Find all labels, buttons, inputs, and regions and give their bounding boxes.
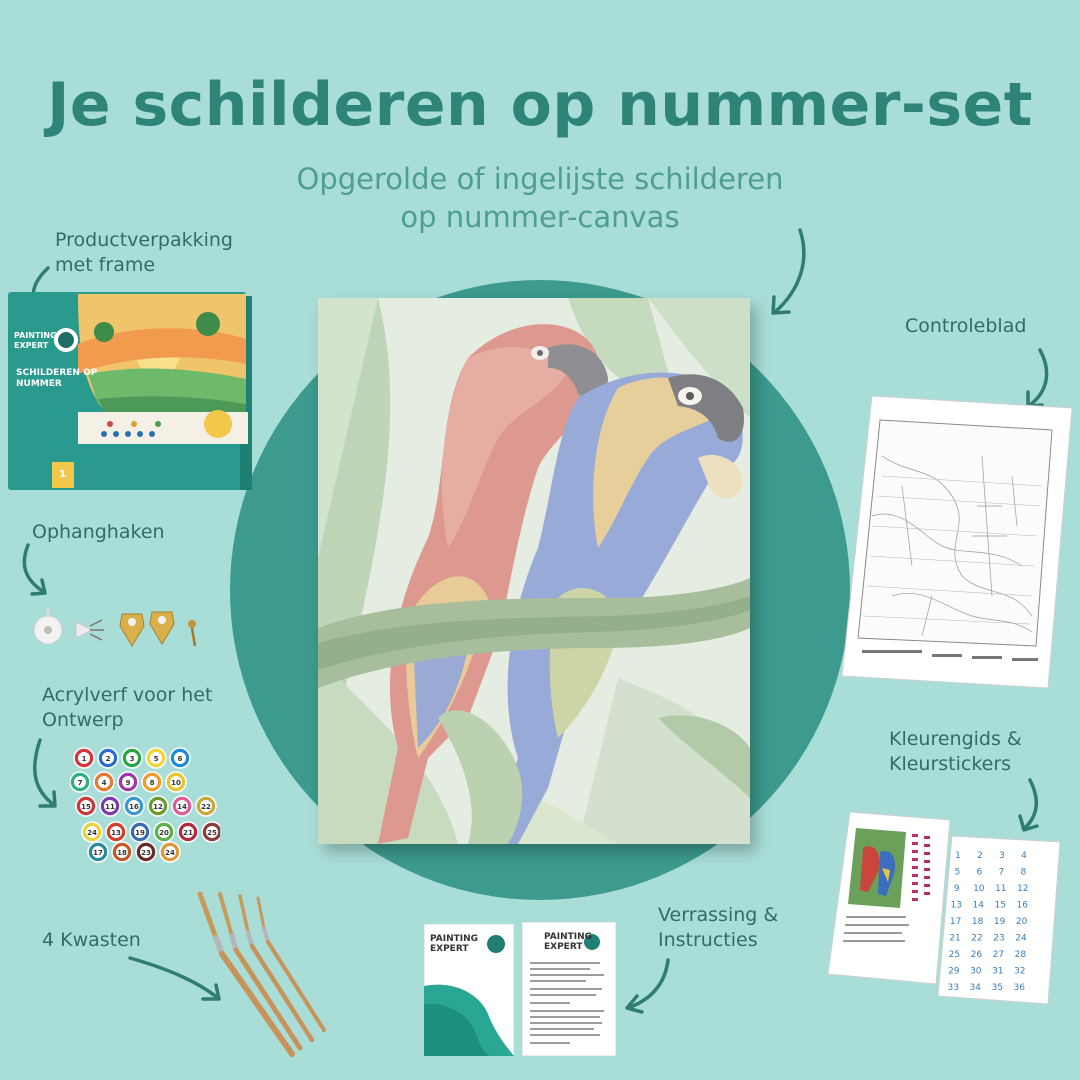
paint-pot-number: 24 [165, 849, 175, 857]
sticker-number: 10 [973, 884, 985, 894]
surprise-card-brand [430, 934, 478, 954]
sticker-number: 15 [994, 900, 1006, 911]
box-brand-line-1: PAINTING [14, 331, 57, 340]
sticker-number: 26 [970, 950, 983, 960]
paint-pot-number: 7 [77, 779, 83, 787]
sticker-number: 19 [993, 917, 1006, 927]
sticker-number: 33 [947, 983, 959, 993]
sticker-number: 34 [969, 983, 981, 993]
paint-pot [118, 772, 138, 792]
paint-pot-number: 25 [207, 829, 217, 837]
screw-icon [188, 620, 196, 646]
arrow-paint-icon [35, 740, 55, 806]
paint-pot-number: 18 [117, 849, 127, 857]
instructions-card-brand [544, 932, 592, 952]
sticker-number: 18 [971, 917, 984, 927]
sticker-number: 4 [1021, 851, 1027, 861]
sticker-number: 31 [992, 966, 1004, 977]
paint-pot-number: 5 [153, 755, 159, 763]
paint-pot [136, 842, 156, 862]
paint-pot-number: 21 [183, 829, 193, 837]
sticker-number: 29 [948, 966, 960, 977]
sticker-number: 7 [998, 867, 1005, 878]
paint-pot [130, 822, 150, 842]
sticker-number: 25 [948, 950, 961, 960]
sticker-number: 28 [1014, 950, 1027, 960]
page-title: Je schilderen op nummer-set [47, 70, 1033, 140]
instructions-card-brand-line-1: PAINTING [544, 932, 593, 942]
surprise-card-brand-line-1: PAINTING [430, 934, 479, 944]
sticker-number: 24 [1015, 933, 1027, 944]
arrow-surprise-icon [627, 960, 668, 1012]
hook-nails-icon [76, 620, 104, 640]
paint-pot [154, 822, 174, 842]
sticker-number: 12 [1017, 884, 1029, 894]
sticker-number: 1 [955, 851, 961, 861]
subtitle-line-1: Opgerolde of ingelijste schilderen [296, 162, 784, 196]
instructions-card-brand-line-2: EXPERT [544, 942, 583, 952]
paint-pot [148, 796, 168, 816]
paint-pot [100, 796, 120, 816]
paint-pot [112, 842, 132, 862]
label-surprise-line-1: Verrassing & [658, 904, 779, 926]
paint-pot-number: 1 [81, 755, 87, 763]
arrow-canvas-icon [773, 230, 804, 313]
box-count: 1 [59, 469, 66, 480]
paint-pot-number: 22 [201, 803, 211, 811]
subtitle-line-2: op nummer-canvas [400, 200, 680, 234]
paint-pot [124, 796, 144, 816]
paint-pot [166, 772, 186, 792]
paint-pot [98, 748, 118, 768]
paint-pot [122, 748, 142, 768]
paint-pot [172, 796, 192, 816]
box-brand-line-2: EXPERT [14, 341, 49, 350]
sticker-number: 21 [949, 933, 961, 944]
paint-pot [178, 822, 198, 842]
label-paint-line-2: Ontwerp [42, 709, 124, 731]
color-guide-sheet [828, 812, 950, 984]
paint-pot [170, 748, 190, 768]
box-brand [14, 331, 57, 351]
paint-pots [70, 744, 220, 868]
paint-pot-number: 19 [135, 829, 145, 837]
paint-pot-number: 3 [129, 755, 135, 763]
paint-pot-number: 15 [81, 803, 91, 811]
paint-pot-number: 11 [105, 803, 115, 811]
label-hooks: Ophanghaken [32, 521, 165, 543]
hanging-hooks [32, 606, 222, 652]
hook-sawtooth-2-icon [150, 612, 174, 644]
arrow-hooks-icon [24, 545, 45, 594]
paint-pot-number: 23 [141, 849, 151, 857]
paint-pot [94, 772, 114, 792]
label-surprise-line-2: Instructies [658, 929, 758, 951]
sticker-number: 8 [1020, 867, 1027, 878]
sticker-number: 22 [971, 933, 983, 944]
paint-pot-number: 2 [105, 755, 111, 763]
sticker-number: 36 [1013, 983, 1025, 993]
surprise-card [424, 924, 514, 1056]
paint-pot [160, 842, 180, 862]
control-sheet [842, 396, 1072, 688]
box-heading-line-2: NUMMER [16, 379, 62, 389]
paint-pot [202, 822, 220, 842]
paint-pot-number: 16 [129, 803, 139, 811]
sticker-number: 14 [972, 900, 984, 911]
label-packaging-line-2: met frame [55, 254, 156, 276]
surprise-card-brand-line-2: EXPERT [430, 944, 469, 954]
paint-pot-number: 24 [87, 829, 97, 837]
sticker-number: 9 [953, 884, 960, 894]
paint-pot [70, 772, 90, 792]
paint-pot-number: 14 [177, 803, 187, 811]
sticker-number: 16 [1016, 900, 1028, 911]
paint-pot-number: 8 [149, 779, 155, 787]
paint-pot [196, 796, 216, 816]
sticker-sheet-svg [938, 836, 1060, 1004]
paint-pot [74, 748, 94, 768]
label-color-guide-line-2: Kleurstickers [889, 753, 1012, 775]
box-heading-line-1: SCHILDEREN OP [16, 368, 98, 378]
paint-pot-number: 12 [153, 803, 163, 811]
sticker-number: 30 [970, 966, 982, 977]
paint-pot [146, 748, 166, 768]
sticker-number: 35 [991, 983, 1003, 993]
paint-pot [106, 822, 126, 842]
sticker-sheet [938, 836, 1060, 1004]
product-box [8, 284, 254, 496]
sticker-number: 6 [976, 867, 983, 878]
label-control-sheet: Controleblad [905, 315, 1027, 337]
arrow-color-guide-icon [1020, 780, 1037, 830]
box-heading [16, 368, 97, 390]
paint-pot [82, 822, 102, 842]
sticker-number: 27 [992, 950, 1005, 960]
paint-pot-number: 20 [159, 829, 169, 837]
paint-pot-number: 13 [111, 829, 121, 837]
brushes [180, 888, 340, 1058]
sticker-number: 3 [999, 851, 1005, 861]
sticker-number: 13 [950, 900, 962, 911]
sticker-number: 11 [995, 884, 1007, 894]
label-color-guide-line-1: Kleurengids & [889, 728, 1022, 750]
instructions-card [522, 922, 616, 1056]
sticker-number: 17 [949, 917, 962, 927]
sticker-number: 20 [1015, 917, 1028, 927]
label-brushes: 4 Kwasten [42, 929, 141, 951]
brush-3-icon [240, 896, 312, 1040]
paint-pot-number: 6 [177, 755, 183, 763]
paint-pot-number: 10 [171, 779, 181, 787]
paint-pot [88, 842, 108, 862]
paint-pot-number: 9 [125, 779, 131, 787]
paint-pot [76, 796, 96, 816]
sticker-number: 2 [977, 851, 983, 861]
sticker-number: 5 [954, 867, 961, 878]
sticker-number: 23 [993, 933, 1005, 944]
hook-sawtooth-1-icon [120, 614, 144, 646]
label-paint-line-1: Acrylverf voor het [42, 684, 213, 706]
paint-pots-svg [70, 744, 220, 868]
paint-pot-number: 17 [93, 849, 103, 857]
label-packaging-line-1: Productverpakking [55, 229, 233, 251]
paint-pot [142, 772, 162, 792]
sticker-number: 32 [1014, 966, 1026, 977]
hook-white-icon [34, 608, 62, 644]
paint-pot-number: 4 [101, 779, 107, 787]
